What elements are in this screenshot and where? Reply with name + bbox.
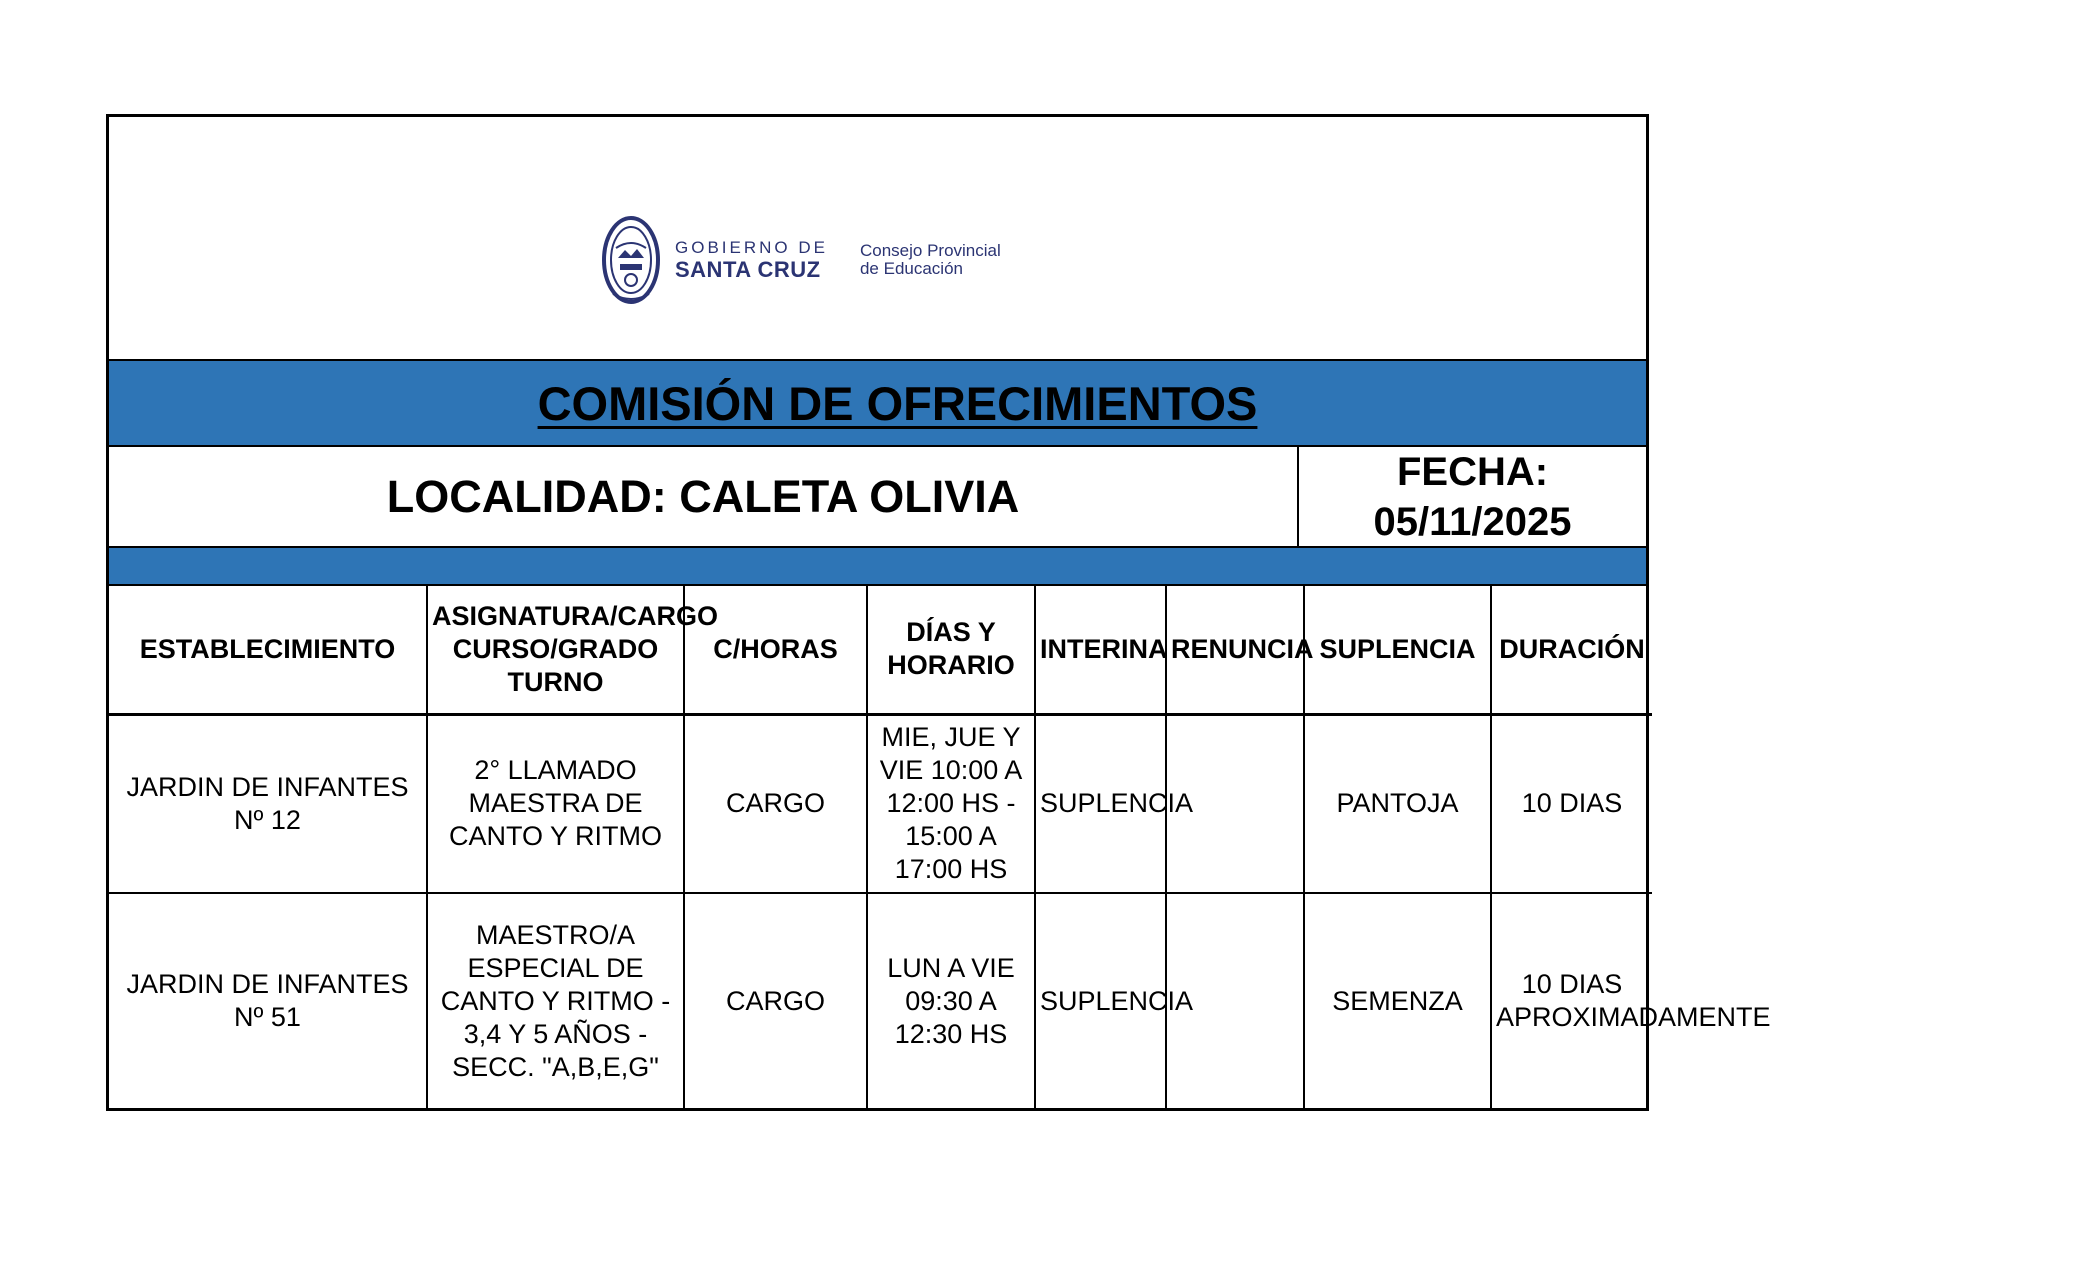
col-header-suplencia: SUPLENCIA (1304, 586, 1491, 714)
cell-establecimiento: JARDIN DE INFANTES Nº 12 (109, 714, 427, 893)
offers-sheet (106, 114, 1771, 1111)
council-line-2: de Educación (859, 259, 963, 278)
date-cell (1299, 447, 1646, 546)
logo-area (109, 117, 1646, 361)
col-header-dias-horario: DÍAS Y HORARIO (867, 586, 1035, 714)
title-band (109, 361, 1646, 447)
cell-duracion: 10 DIAS (1491, 714, 1652, 893)
table-row (109, 714, 1652, 893)
date-value: 05/11/2025 (1373, 499, 1572, 544)
gov-top-text: GOBIERNO DE (675, 238, 828, 257)
santa-cruz-coat-of-arms-icon (601, 214, 661, 306)
col-header-duracion: DURACIÓN (1491, 586, 1652, 714)
locality-row (109, 447, 1646, 548)
cell-dias-horario: MIE, JUE Y VIE 10:00 A 12:00 HS - 15:00 A 17:00 HS (867, 714, 1035, 893)
council-line-1: Consejo Provincial (859, 241, 1001, 260)
col-header-establecimiento: ESTABLECIMIENTO (109, 586, 427, 714)
date-label: FECHA: (1396, 449, 1549, 494)
cell-establecimiento: JARDIN DE INFANTES Nº 51 (109, 893, 427, 1108)
cell-horas: CARGO (684, 893, 867, 1108)
separator-band (109, 548, 1646, 586)
table-header-row (109, 586, 1652, 714)
cell-suplencia: SEMENZA (1304, 893, 1491, 1108)
col-header-asignatura: ASIGNATURA/CARGO CURSO/GRADO TURNO (427, 586, 684, 714)
cell-asignatura: 2° LLAMADO MAESTRA DE CANTO Y RITMO (427, 714, 684, 893)
cell-interina: SUPLENCIA (1035, 893, 1166, 1108)
cell-interina: SUPLENCIA (1035, 714, 1166, 893)
cell-duracion: 10 DIAS APROXIMADAMENTE (1491, 893, 1652, 1108)
col-header-renuncia: RENUNCIA (1166, 586, 1304, 714)
col-header-interina: INTERINA (1035, 586, 1166, 714)
page-title: COMISIÓN DE OFRECIMIENTOS (537, 376, 1258, 430)
cell-horas: CARGO (684, 714, 867, 893)
gobierno-santa-cruz-logo (601, 212, 1001, 308)
col-header-horas: C/HORAS (684, 586, 867, 714)
gov-bottom-text: SANTA CRUZ (675, 257, 821, 282)
table-row (109, 893, 1652, 1108)
cell-asignatura: MAESTRO/A ESPECIAL DE CANTO Y RITMO - 3,4 Y 5 AÑOS - SECC. "A,B,E,G" (427, 893, 684, 1108)
locality-label: LOCALIDAD: CALETA OLIVIA (109, 447, 1299, 546)
cell-dias-horario: LUN A VIE 09:30 A 12:30 HS (867, 893, 1035, 1108)
offers-table (109, 586, 1771, 1108)
cell-suplencia: PANTOJA (1304, 714, 1491, 893)
